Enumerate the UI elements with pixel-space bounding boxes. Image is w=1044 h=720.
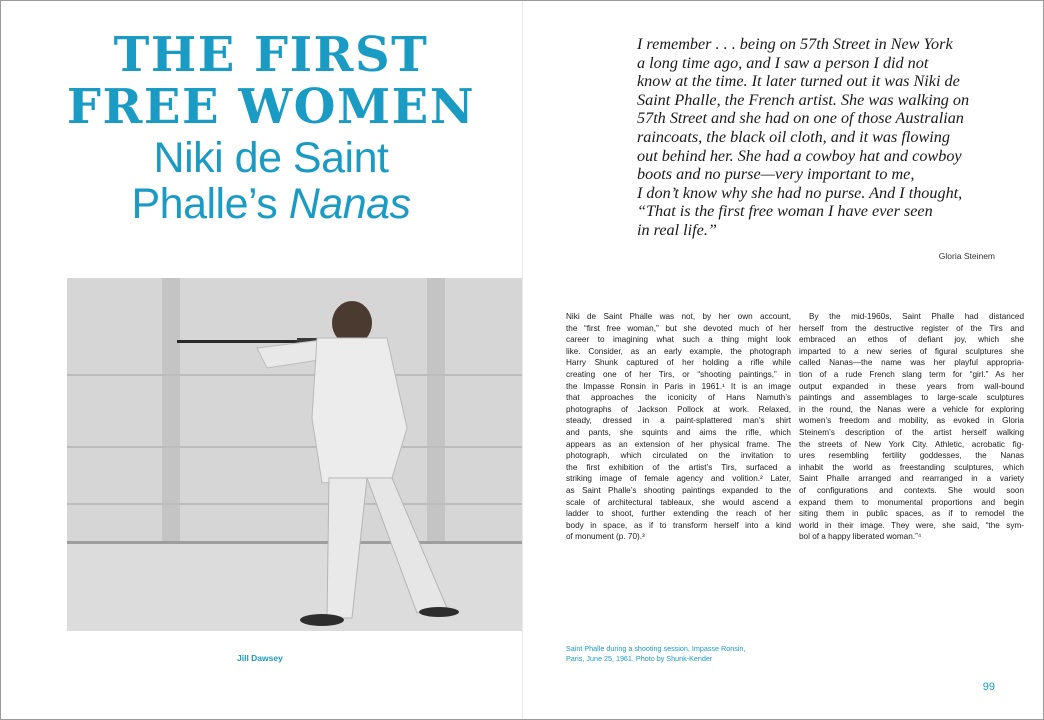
photograph-woman-aiming-rifle (67, 278, 522, 631)
body-text-line: scale of architectural tableaux, she would ascend a (566, 497, 791, 507)
epigraph-quote-line: 57th Street and she had on one of those Australian (637, 109, 964, 128)
body-text-line: paintings and assemblages to large-scale sculptures (799, 393, 1024, 403)
chapter-subtitle-line-2-roman: Phalle’s (131, 180, 289, 228)
body-text-line: siting them in public spaces, as if to remodel the (799, 509, 1024, 519)
epigraph-quote-line: in real life.” (637, 220, 717, 239)
epigraph-quote-line: I remember . . . being on 57th Street in New York (637, 35, 953, 53)
body-text-line: in the round, the Nanas were a vehicle for exploring (799, 404, 1024, 414)
body-text-line: Niki de Saint Phalle was not, by her own account, (566, 312, 791, 321)
body-text-line: By the mid-1960s, Saint Phalle had distanced (809, 312, 1024, 321)
epigraph-quote-line: know at the time. It later turned out it was Niki de (637, 72, 960, 91)
caption-line: Paris, June 25, 1961. Photo by Shunk-Kender (566, 654, 713, 663)
caption-line: Saint Phalle during a shooting session, Impasse Ronsin, (566, 644, 746, 653)
chapter-title-line-1: THE FIRST (113, 27, 429, 83)
epigraph-quote-line: I don’t know why she had no purse. And I thought, (637, 183, 963, 202)
epigraph-quote-line: “That is the first free woman I have ever seen (637, 202, 933, 221)
body-text-line: that approaches the iconicity of Hans Namuth’s (566, 393, 791, 403)
body-text-line: ures resembling fertility goddesses, the Nanas (799, 451, 1024, 461)
chapter-subtitle-line-1: Niki de Saint (153, 134, 389, 182)
body-text-line: Harry Shunk captured of her holding a rifle while (566, 358, 791, 368)
body-text-line: output expanded in these years from wall-bound (799, 381, 1024, 391)
body-text-line: the first exhibition of the artist’s Tirs, surfaced a (566, 462, 791, 472)
epigraph-attribution: Gloria Steinem (938, 251, 995, 261)
epigraph-quote (637, 35, 997, 240)
author-name: Jill Dawsey (237, 653, 283, 663)
body-text-line: herself from the destructive register of the Tirs and (799, 323, 1024, 333)
body-text-line: Steinem’s description of the artist herself walking (799, 427, 1024, 437)
page-number: 99 (982, 681, 995, 693)
body-text-line: the Impasse Ronsin in Paris in 1961.¹ It is an image (566, 381, 791, 391)
body-text-line: expand them to monumental proportions and begin (799, 497, 1024, 507)
chapter-subtitle-line-2-italic: Nanas (288, 180, 411, 228)
epigraph-quote-line: raincoats, the black oil cloth, and it was flowing (637, 127, 950, 146)
body-text-line: creating one of her Tirs, or “shooting paintings,” in (566, 369, 791, 379)
body-text-line: body in space, as if to transform herself into a kind (566, 520, 791, 530)
photo-caption (566, 644, 796, 664)
epigraph-quote-line: out behind her. She had a cowboy hat and cowboy (637, 146, 962, 165)
body-text-line: and pants, she squints and aims the rifle, which (566, 427, 791, 437)
page-gutter (522, 1, 523, 719)
body-text-line: the “first free woman,” but she devoted much of her (566, 323, 791, 333)
body-text-line: inhabit the world as freestanding sculptures, which (799, 462, 1024, 472)
body-text-line: career to imagining what such a thing might look (566, 335, 791, 345)
chapter-title-block (61, 29, 481, 227)
body-text-line: photograph, which circulated on the invitation to (566, 451, 791, 461)
body-text-line: world in their image. They were, she said, “the sym- (799, 520, 1024, 530)
body-text-line: as Saint Phalle’s shooting paintings expanded to the (566, 485, 791, 495)
body-text-line: called Nanas—the name was her playful appropria- (799, 358, 1024, 368)
epigraph-quote-line: boots and no purse—very important to me, (637, 165, 915, 184)
body-text-line: striking image of female agency and volition.² Later, (566, 474, 791, 484)
body-text-line: of configurations and contexts. She would soon (799, 485, 1024, 495)
epigraph-quote-line: a long time ago, and I saw a person I did not (637, 53, 929, 72)
chapter-title (61, 29, 481, 133)
body-text-line: bol of a happy liberated woman.”⁴ (799, 532, 922, 542)
chapter-title-line-2: FREE WOMEN (66, 79, 476, 135)
body-text-line: ladder to shoot, further extending the reach of her (566, 509, 791, 519)
body-text-line: appears as an extension of her physical frame. The (566, 439, 791, 449)
photograph-illustration (67, 278, 522, 631)
body-text-line: the streets of New York City. Athletic, acrobatic fig- (799, 439, 1024, 449)
body-text-line: photographs of Jackson Pollock at work. Relaxed, (566, 404, 791, 414)
body-text-line: Saint Phalle arranged and rearranged in a variety (799, 474, 1024, 484)
body-text-line: steady, dressed in a paint-splattered man’s shirt (566, 416, 791, 426)
body-text-line: imparted to a new series of figural sculptures she (799, 346, 1024, 356)
body-text-line: like. Consider, as an early example, the photograph (566, 346, 791, 356)
body-text-line: embraced an ethos of defiant joy, which she (799, 335, 1024, 345)
body-text-line: of monument (p. 70).³ (566, 532, 645, 542)
body-text-column-1 (566, 311, 791, 543)
body-text-line: women’s freedom and mobility, as evoked in Gloria (799, 416, 1024, 426)
chapter-subtitle (61, 135, 481, 227)
body-text-column-2 (799, 311, 1024, 543)
body-text-line: tion of a rude French slang term for “girl.” As her (799, 369, 1024, 379)
epigraph-quote-line: Saint Phalle, the French artist. She was walking on (637, 90, 970, 109)
